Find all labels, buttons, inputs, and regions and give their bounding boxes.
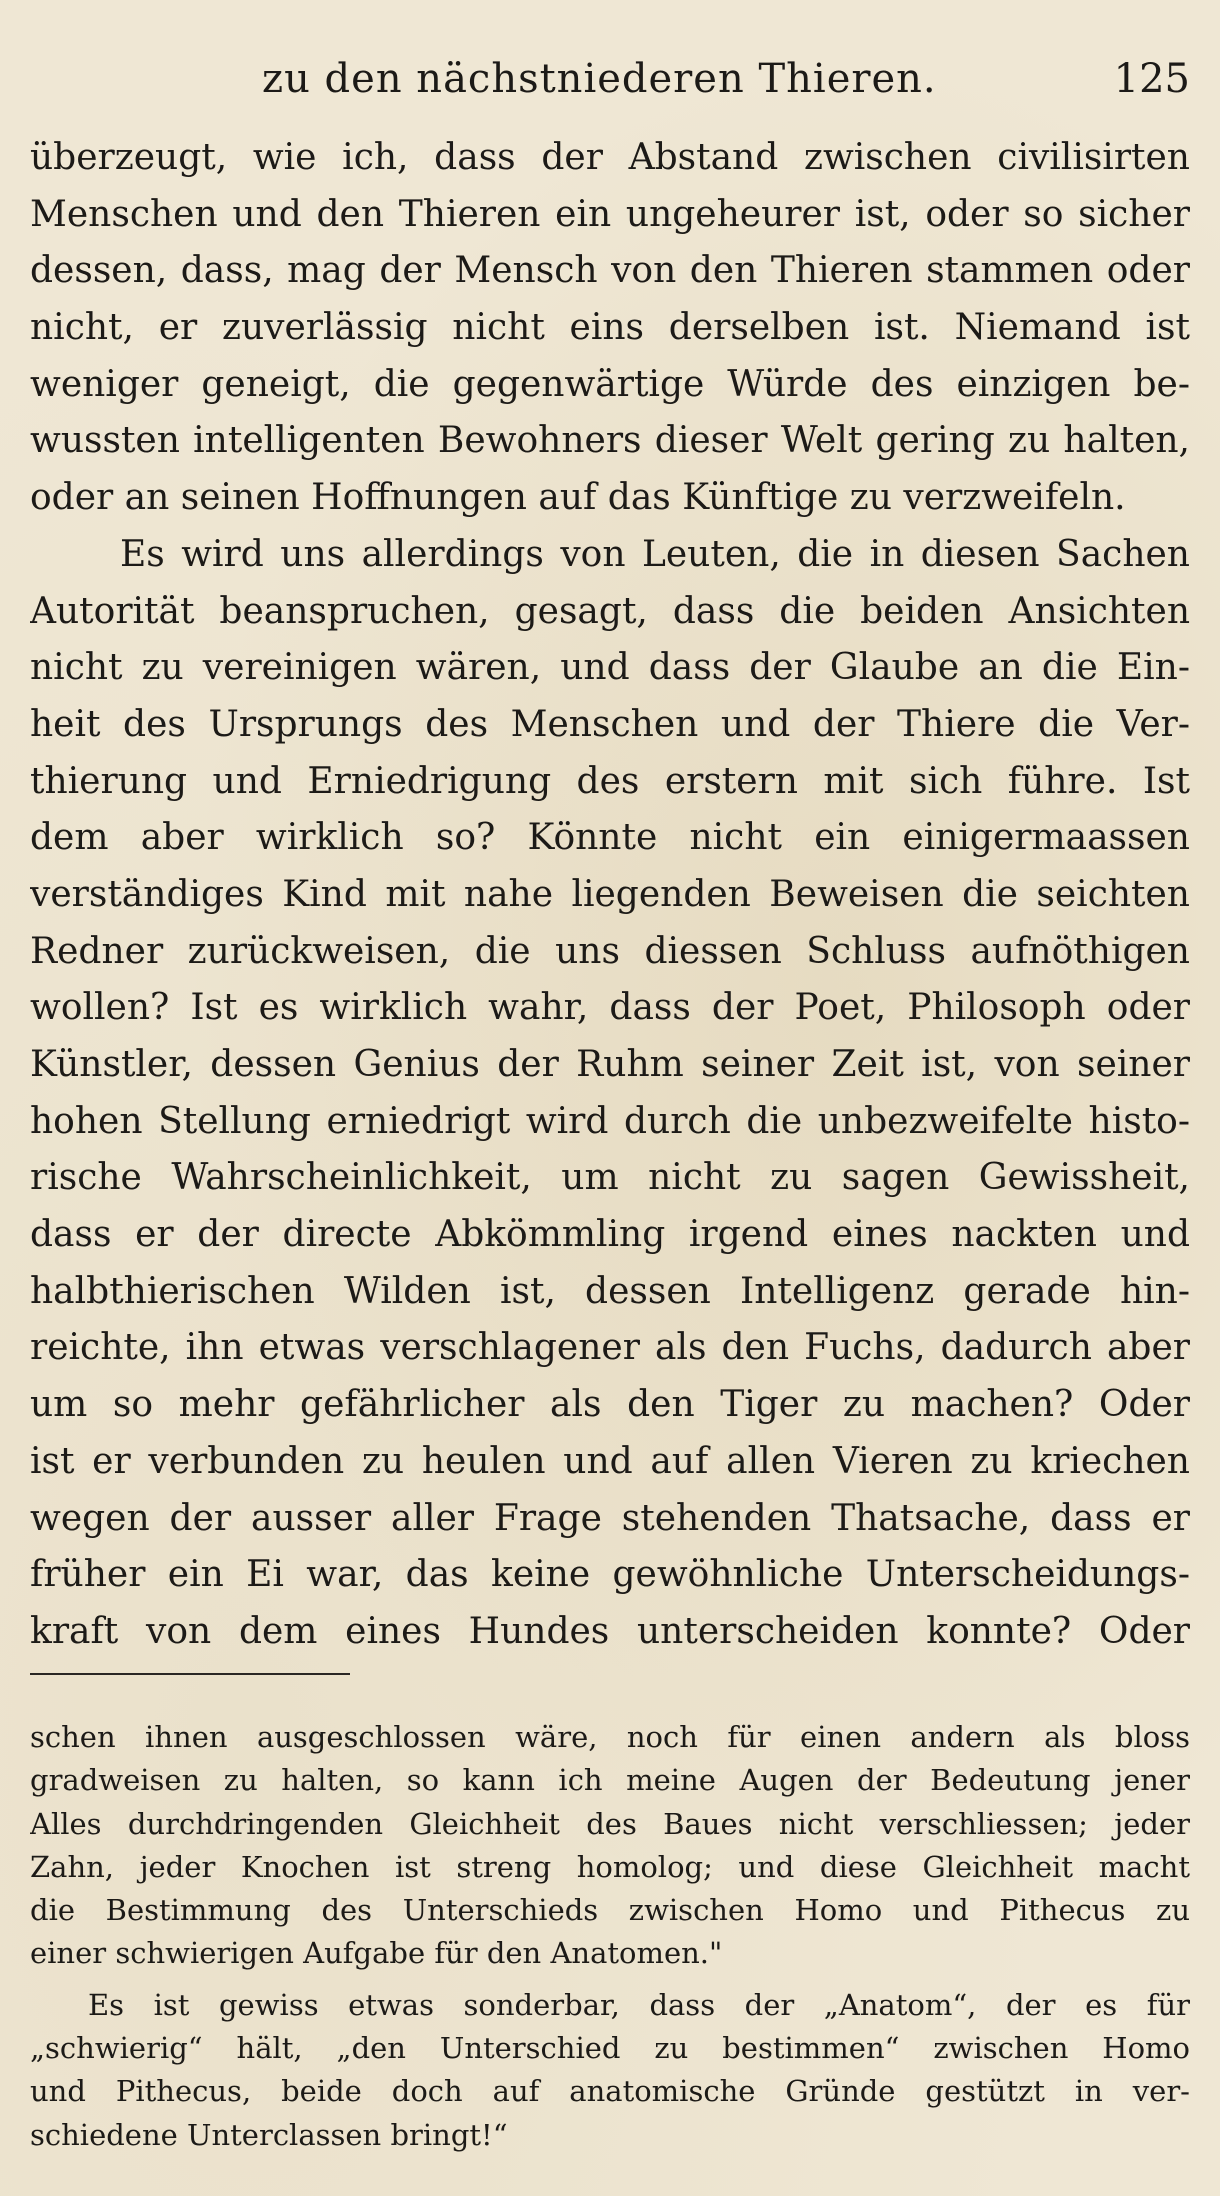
page-header [30, 48, 1190, 112]
footnote-line: Es ist gewiss etwas sonderbar, dass der „Anatom“, der es für [88, 1987, 1190, 2022]
text-line: reichte, ihn etwas verschlagener als den Fuchs, dadurch aber [30, 1327, 1190, 1369]
footnote-line: gradweisen zu halten, so kann ich meine Augen der Bedeutung jener [30, 1763, 1190, 1798]
footnote-line: schiedene Unterclassen bringt!“ [30, 2117, 508, 2152]
footnote-line: die Bestimmung des Unterschieds zwischen Homo und Pithecus zu [30, 1893, 1190, 1928]
text-line: heit des Ursprungs des Menschen und der Thiere die Ver- [30, 703, 1190, 745]
text-line: wegen der ausser aller Frage stehenden Thatsache, dass er [30, 1497, 1190, 1539]
footnote-line: schen ihnen ausgeschlossen wäre, noch für einen andern als bloss [30, 1720, 1190, 1754]
footnote-divider [30, 1673, 350, 1675]
text-line: hohen Stellung erniedrigt wird durch die unbezweifelte histo- [30, 1100, 1190, 1142]
running-title: zu den nächstniederen Thieren. [262, 56, 937, 102]
text-line: dass er der directe Abkömmling irgend eines nackten und [30, 1214, 1190, 1256]
text-line: früher ein Ei war, das keine gewöhnliche Unterscheidungs- [30, 1554, 1190, 1596]
text-line: rische Wahrscheinlichkeit, um nicht zu sagen Gewissheit, [30, 1157, 1190, 1199]
text-line: überzeugt, wie ich, dass der Abstand zwischen civilisirten [30, 137, 1190, 178]
footnote-block [30, 1716, 1190, 2157]
text-line: kraft von dem eines Hundes unterscheiden konnte? Oder [30, 1610, 1190, 1652]
main-text-block [30, 130, 1190, 1661]
footnote-line: und Pithecus, beide doch auf anatomische Gründe gestützt in ver- [30, 2074, 1190, 2109]
text-line: Künstler, dessen Genius der Ruhm seiner Zeit ist, von seiner [30, 1044, 1190, 1085]
footnote-line: Zahn, jeder Knochen ist streng homolog; und diese Gleichheit macht [30, 1849, 1190, 1884]
text-line: ist er verbunden zu heulen und auf allen Vieren zu kriechen [30, 1440, 1190, 1482]
text-line: um so mehr gefährlicher als den Tiger zu machen? Oder [30, 1384, 1190, 1426]
text-line: thierung und Erniedrigung des erstern mit sich führe. Ist [30, 760, 1190, 802]
text-line: oder an seinen Hoffnungen auf das Künftige zu verzweifeln. [30, 477, 1126, 519]
text-line: nicht zu vereinigen wären, und dass der Glaube an die Ein- [30, 647, 1190, 689]
text-line: halbthierischen Wilden ist, dessen Intelligenz gerade hin- [30, 1270, 1190, 1312]
text-line: Autorität beanspruchen, gesagt, dass die beiden Ansichten [30, 590, 1190, 632]
text-line: wussten intelligenten Bewohners dieser Welt gering zu halten, [30, 420, 1190, 462]
text-line: dessen, dass, mag der Mensch von den Thieren stammen oder [30, 250, 1190, 292]
text-line: verständiges Kind mit nahe liegenden Beweisen die seichten [30, 873, 1190, 915]
page-number: 125 [1113, 56, 1190, 102]
footnote-line: „schwierig“ hält, „den Unterschied zu bestimmen“ zwischen Homo [30, 2031, 1190, 2066]
text-line: wollen? Ist es wirklich wahr, dass der Poet, Philosoph oder [30, 987, 1190, 1029]
text-line: Es wird uns allerdings von Leuten, die in diesen Sachen [120, 533, 1190, 575]
footnote-line: Alles durchdringenden Gleichheit des Baues nicht verschliessen; jeder [30, 1806, 1190, 1841]
text-line: weniger geneigt, die gegenwärtige Würde des einzigen be- [30, 363, 1190, 405]
text-line: nicht, er zuverlässig nicht eins derselben ist. Niemand ist [30, 307, 1190, 349]
text-line: Redner zurückweisen, die uns diessen Schluss aufnöthigen [30, 930, 1190, 972]
text-line: dem aber wirklich so? Könnte nicht ein einigermaassen [30, 817, 1190, 859]
footnote-line: einer schwierigen Aufgabe für den Anatomen." [30, 1936, 723, 1971]
text-line: Menschen und den Thieren ein ungeheurer ist, oder so sicher [30, 193, 1190, 235]
